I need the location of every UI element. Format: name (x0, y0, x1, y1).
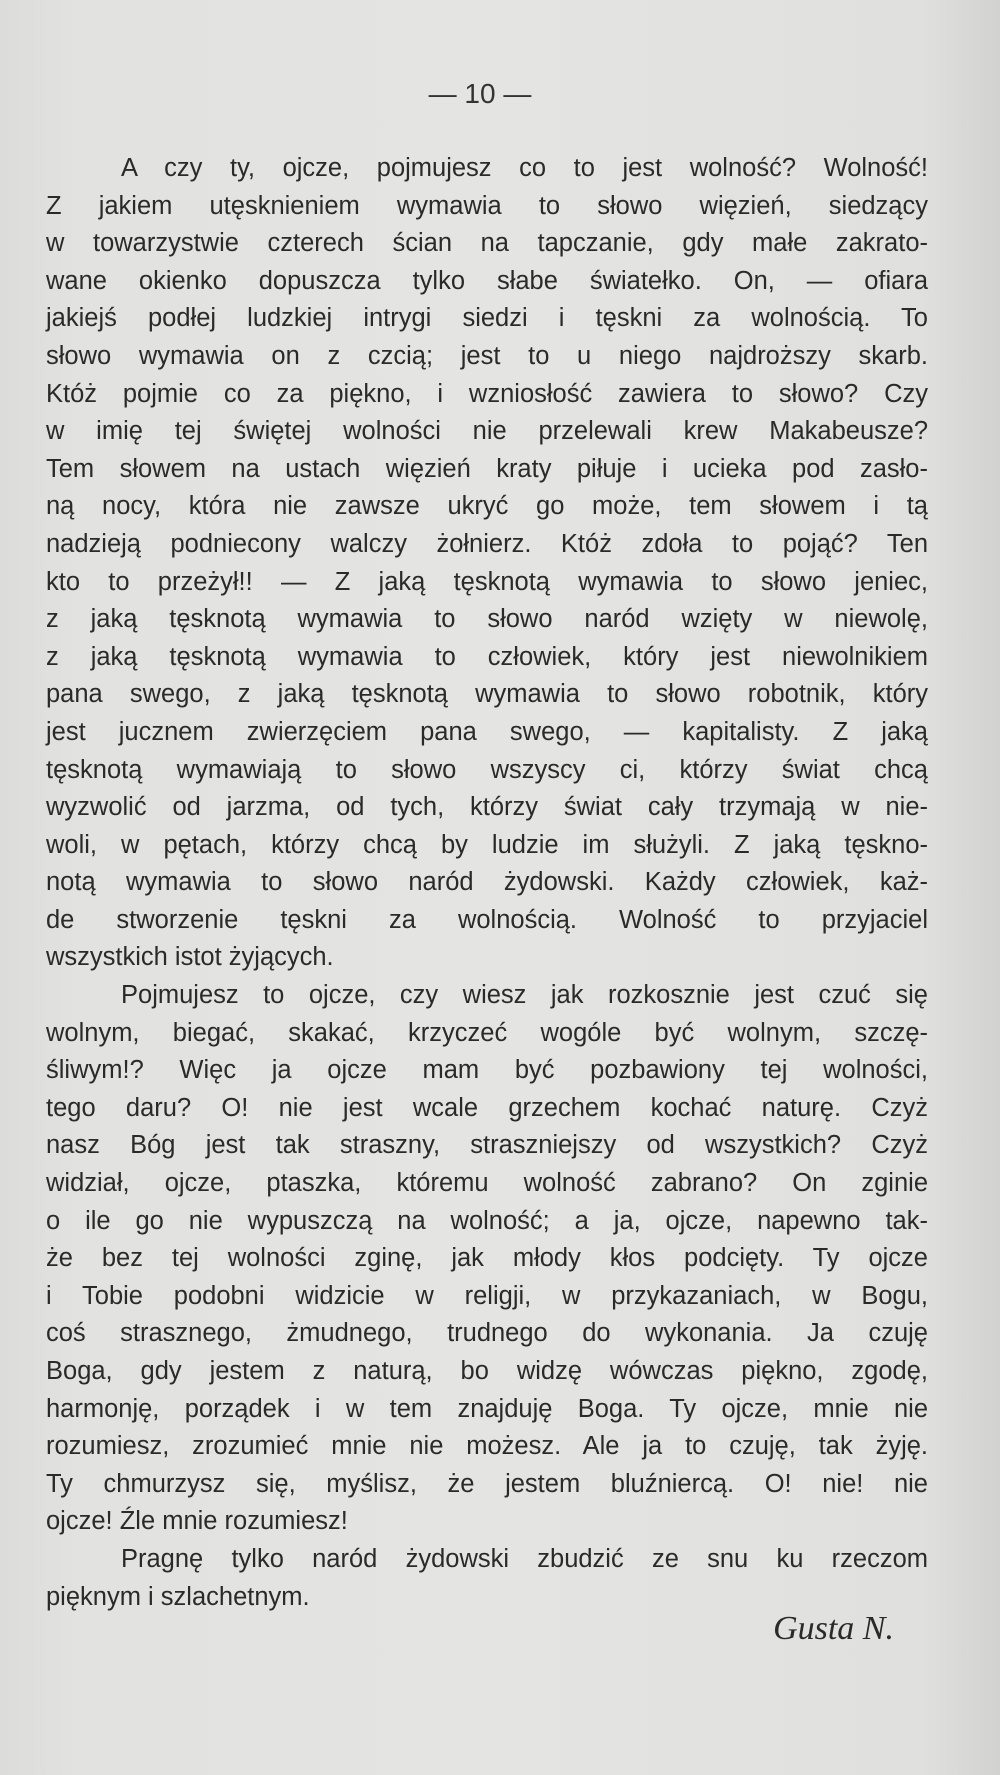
text-line: harmonję, porządek i w tem znajduję Boga. Ty ojcze, mnie nie (46, 1394, 928, 1423)
text-line: tęsknotą wymawiają to słowo wszyscy ci, którzy świat chcą (46, 755, 928, 784)
text-line: Z jakiem utęsknieniem wymawia to słowo więzień, siedzący (46, 191, 928, 220)
text-line: kto to przeżył!! — Z jaką tęsknotą wymawia to słowo jeniec, (46, 567, 928, 596)
text-line: wyzwolić od jarzma, od tych, którzy świat cały trzymają w nie- (46, 793, 928, 822)
text-line: że bez tej wolności zginę, jak młody kłos podcięty. Ty ojcze (46, 1244, 928, 1273)
paragraph-3 (46, 1541, 928, 1616)
text-line: śliwym!? Więc ja ojcze mam być pozbawiony tej wolności, (46, 1056, 928, 1085)
text-line: widział, ojcze, ptaszka, któremu wolność zabrano? On zginie (46, 1169, 928, 1198)
text-line: pana swego, z jaką tęsknotą wymawia to słowo robotnik, który (46, 680, 928, 709)
text-line: ną nocy, która nie zawsze ukryć go może, tem słowem i tą (46, 492, 928, 521)
text-line: jakiejś podłej ludzkiej intrygi siedzi i tęskni za wolnością. To (46, 304, 928, 333)
text-line: z jaką tęsknotą wymawia to człowiek, który jest niewolnikiem (46, 642, 928, 671)
text-line: o ile go nie wypuszczą na wolność; a ja, ojcze, napewno tak- (46, 1206, 928, 1235)
text-line: słowo wymawia on z czcią; jest to u niego najdroższy skarb. (46, 341, 928, 370)
text-line: ojcze! Źle mnie rozumiesz! (46, 1507, 348, 1536)
text-line: nadzieją podniecony walczy żołnierz. Któż zdoła to pojąć? Ten (46, 529, 928, 558)
text-line: wolnym, biegać, skakać, krzyczeć wogóle być wolnym, szczę- (46, 1018, 928, 1047)
text-line: w imię tej świętej wolności nie przelewali krew Makabeusze? (46, 417, 928, 446)
text-line: w towarzystwie czterech ścian na tapczanie, gdy małe zakrato- (46, 229, 928, 258)
author-signature: Gusta N. (773, 1610, 894, 1647)
text-line: Pojmujesz to ojcze, czy wiesz jak rozkosznie jest czuć się (121, 981, 928, 1010)
text-line: Któż pojmie co za piękno, i wzniosłość zawiera to słowo? Czy (46, 379, 928, 408)
text-line: A czy ty, ojcze, pojmujesz co to jest wolność? Wolność! (121, 154, 928, 182)
text-line: pięknym i szlachetnym. (46, 1582, 310, 1611)
text-line: Tem słowem na ustach więzień kraty piłuje i ucieka pod zasło- (46, 454, 928, 483)
text-line: tego daru? O! nie jest wcale grzechem kochać naturę. Czyż (46, 1093, 928, 1122)
text-line: wane okienko dopuszcza tylko słabe światełko. On, — ofiara (46, 266, 928, 295)
text-line: Boga, gdy jestem z naturą, bo widzę wówczas piękno, zgodę, (46, 1357, 928, 1385)
paragraph-2 (46, 977, 928, 1541)
paragraph-1 (46, 150, 928, 977)
text-line: nasz Bóg jest tak straszny, straszniejszy od wszystkich? Czyż (46, 1131, 928, 1160)
text-line: notą wymawia to słowo naród żydowski. Każdy człowiek, każ- (46, 868, 928, 897)
text-line: woli, w pętach, którzy chcą by ludzie im służyli. Z jaką tęskno- (46, 830, 928, 859)
text-line: i Tobie podobni widzicie w religji, w przykazaniach, w Bogu, (46, 1281, 928, 1310)
text-line: Pragnę tylko naród żydowski zbudzić ze snu ku rzeczom (121, 1544, 928, 1573)
text-line: rozumiesz, zrozumieć mnie nie możesz. Ale ja to czuję, tak żyję. (46, 1432, 928, 1461)
text-line: Ty chmurzysz się, myślisz, że jestem bluźniercą. O! nie! nie (46, 1469, 928, 1498)
text-line: jest jucznem zwierzęciem pana swego, — kapitalisty. Z jaką (46, 717, 928, 746)
text-line: z jaką tęsknotą wymawia to słowo naród wzięty w niewolę, (46, 605, 928, 634)
text-line: de stworzenie tęskni za wolnością. Wolność to przyjaciel (46, 905, 928, 934)
page-number: — 10 — (428, 78, 532, 109)
text-line: coś strasznego, żmudnego, trudnego do wykonania. Ja czuję (46, 1319, 928, 1348)
body-text (46, 150, 928, 1616)
text-line: wszystkich istot żyjących. (46, 943, 334, 972)
